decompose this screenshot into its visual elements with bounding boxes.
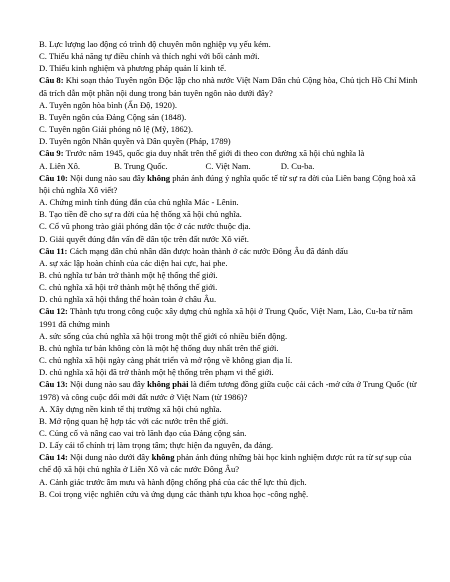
q8-option-a: A. Tuyên ngôn hòa bình (Ấn Độ, 1920). — [39, 99, 177, 110]
question-10 — [39, 172, 420, 196]
question-12-text: Thành tựu trong công cuộc xây dựng chủ nghĩa xã hội ở Trung Quốc, Việt Nam, Lào, Cu-ba từ năm 1991 đã chứng minh — [39, 306, 413, 329]
question-14-emphasis: không — [151, 452, 175, 463]
question-9 — [39, 147, 420, 159]
question-11-label: Câu 11: — [39, 245, 68, 256]
question-8-label: Câu 8: — [39, 75, 64, 86]
q10-option-b: B. Tạo tiền đề cho sự ra đời của hệ thống xã hội chủ nghĩa. — [39, 209, 242, 220]
question-13-text-post: là điểm tương đồng giữa cuộc cải cách -mở cửa ở Trung Quốc (từ 1978) và công cuộc đổi mới đất nước ở Việt Nam (từ 1986)? — [39, 379, 417, 402]
q11-option-b: B. chủ nghĩa tư bản trở thành một hệ thống thế giới. — [39, 269, 218, 280]
question-8-text: Khi soạn thảo Tuyên ngôn Độc lập cho nhà nước Việt Nam Dân chủ Cộng hòa, Chủ tịch Hồ Chí Minh đã trích dẫn một phần nội dung trong bản tuyên ngôn nào dưới đây? — [39, 75, 418, 98]
q9-option-d: D. Cu-ba. — [280, 160, 315, 171]
question-13-emphasis: không phải — [147, 379, 189, 390]
question-13 — [39, 378, 420, 402]
q10-option-a: A. Chứng minh tính đúng đắn của chủ nghĩa Mác - Lênin. — [39, 197, 239, 208]
question-8 — [39, 74, 420, 98]
q14-option-a: A. Cảnh giác trước âm mưu và hành động chống phá của các thế lực thù địch. — [39, 476, 307, 487]
q14-option-b: B. Coi trọng việc nghiên cứu và ứng dụng các thành tựu khoa học -công nghệ. — [39, 488, 309, 499]
q9-option-b: B. Trung Quốc. — [114, 160, 168, 171]
question-10-emphasis: không — [147, 172, 171, 183]
q11-option-c: C. chủ nghĩa xã hội trở thành một hệ thống thế giới. — [39, 282, 218, 293]
question-11 — [39, 245, 420, 257]
prev-option-c: C. Thiếu khả năng tự điều chỉnh và thích nghi với bối cảnh mới. — [39, 51, 260, 62]
question-10-label: Câu 10: — [39, 172, 68, 183]
q13-option-a: A. Xây dựng nền kinh tế thị trường xã hội chủ nghĩa. — [39, 403, 222, 414]
q9-options-row — [39, 160, 420, 172]
q8-option-c: C. Tuyên ngôn Giải phóng nô lệ (Mỹ, 1862). — [39, 124, 193, 135]
q9-option-c: C. Việt Nam. — [205, 160, 251, 171]
question-12 — [39, 305, 420, 329]
question-14 — [39, 451, 420, 475]
question-10-text-post: phản ánh đúng ý nghĩa quốc tế từ sự ra đời của Liên bang Cộng hoà xã hội chủ nghĩa Xô viết? — [39, 172, 416, 195]
question-12-label: Câu 12: — [39, 306, 68, 317]
question-9-text: Trước năm 1945, quốc gia duy nhất trên thế giới đi theo con đường xã hội chủ nghĩa là — [63, 148, 365, 159]
prev-option-d: D. Thiếu kinh nghiệm và phương pháp quản lí kinh tế. — [39, 63, 227, 74]
q12-option-b: B. chủ nghĩa tư bản không còn là một hệ thống duy nhất trên thế giới. — [39, 342, 279, 353]
q11-option-a: A. sự xác lập hoàn chỉnh của các diện hai cực, hai phe. — [39, 257, 228, 268]
question-13-text-pre: Nội dung nào sau đây — [67, 379, 148, 390]
q10-option-d: D. Giải quyết đúng đắn vấn đề dân tộc trên đất nước Xô viết. — [39, 233, 249, 244]
q10-option-c: C. Cổ vũ phong trào giải phóng dân tộc ở các nước thuộc địa. — [39, 221, 251, 232]
question-14-text-pre: Nội dung nào dưới đây — [67, 452, 152, 463]
question-14-text-post: phản ánh đúng những bài học kinh nghiệm được rút ra từ sự sụp của chế độ xã hội chủ nghĩa ở Liên Xô và các nước Đông Âu? — [39, 452, 412, 475]
question-11-text: Cách mạng dân chủ nhân dân được hoàn thành ở các nước Đông Âu đã đánh dấu — [67, 245, 348, 256]
question-13-label: Câu 13: — [39, 379, 68, 390]
question-9-label: Câu 9: — [39, 148, 64, 159]
q13-option-c: C. Củng cố và nâng cao vai trò lãnh đạo của Đảng cộng sản. — [39, 428, 247, 438]
prev-option-b: B. Lực lượng lao động có trình độ chuyên môn nghiệp vụ yếu kém. — [39, 39, 271, 49]
q12-option-c: C. chủ nghĩa xã hội ngày càng phát triển và mở rộng về không gian địa lí. — [39, 355, 293, 366]
q12-option-a: A. sức sống của chủ nghĩa xã hội trong một thế giới có nhiều biến động. — [39, 330, 288, 341]
q13-option-d: D. Lấy cải tổ chính trị làm trọng tâm; thực hiện đa nguyên, đa đảng. — [39, 440, 273, 451]
q13-option-b: B. Mở rộng quan hệ hợp tác với các nước trên thế giới. — [39, 415, 229, 426]
question-10-text-pre: Nội dung nào sau đây — [67, 172, 148, 183]
question-14-label: Câu 14: — [39, 452, 68, 463]
q8-option-d: D. Tuyên ngôn Nhân quyền và Dân quyền (Pháp, 1789) — [39, 136, 231, 147]
q11-option-d: D. chủ nghĩa xã hội thắng thế hoàn toàn ở châu Âu. — [39, 294, 217, 305]
q8-option-b: B. Tuyên ngôn của Đảng Cộng sản (1848). — [39, 111, 187, 122]
q9-option-a: A. Liên Xô. — [39, 160, 81, 171]
q12-option-d: D. chủ nghĩa xã hội đã trở thành một hệ thống trên phạm vi thế giới. — [39, 367, 274, 378]
